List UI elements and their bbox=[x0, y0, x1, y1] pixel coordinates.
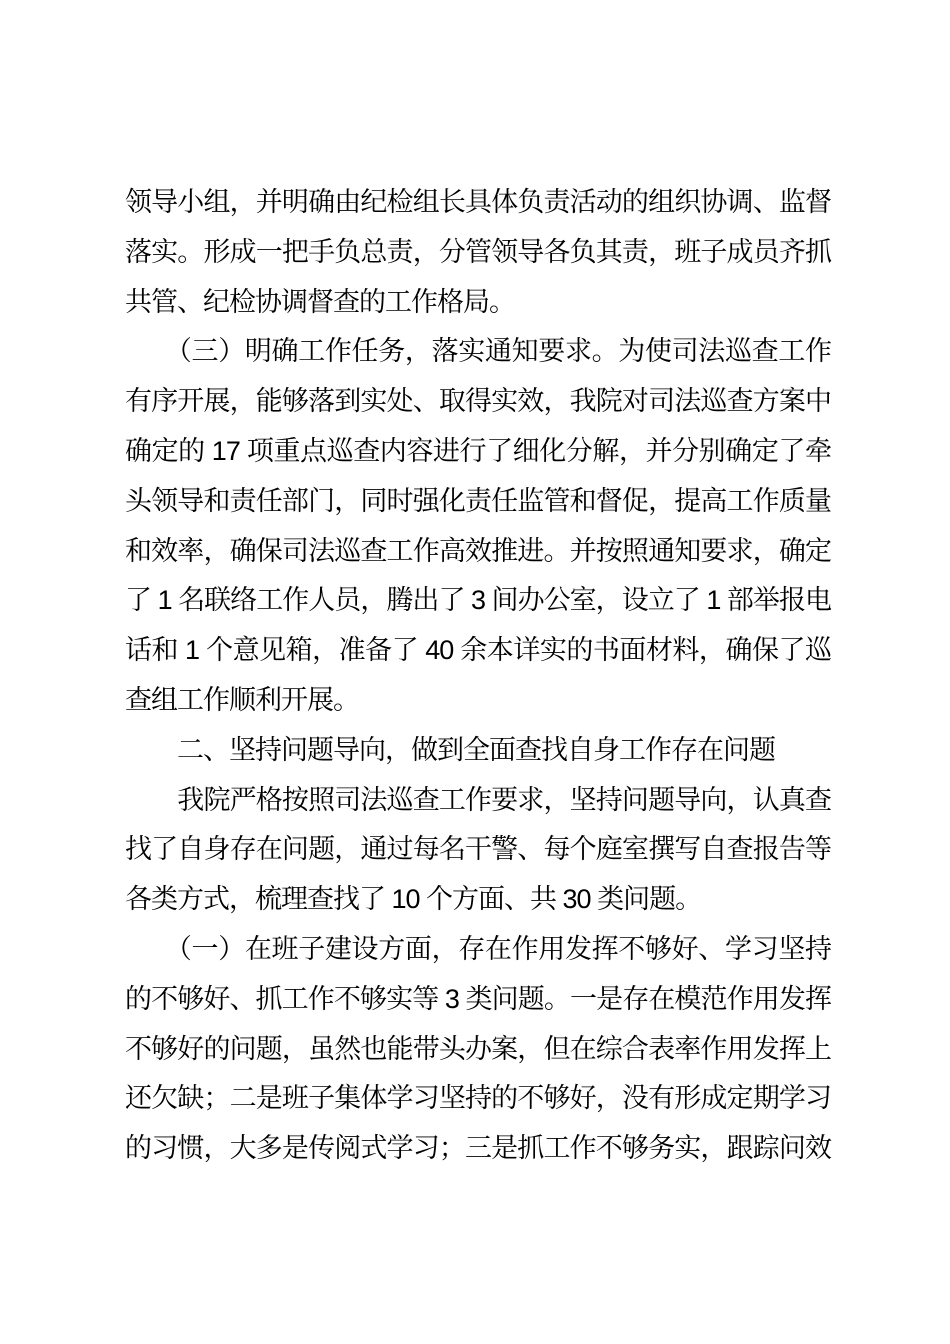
text-line: 的习惯，大多是传阅式学习；三是抓工作不够务实，跟踪问效 bbox=[125, 1133, 831, 1164]
text-line: 领导小组，并明确由纪检组长具体负责活动的组织协调、监督 bbox=[125, 187, 831, 217]
text-line: 找了自身存在问题，通过每名干警、每个庭室撰写自查报告等 bbox=[125, 834, 831, 865]
document-content bbox=[125, 178, 831, 1174]
text-line: 和效率，确保司法巡查工作高效推进。并按照通知要求，确定 bbox=[125, 535, 831, 566]
text-line: 确定的 17 项重点巡查内容进行了细化分解，并分别确定了牵 bbox=[125, 435, 831, 466]
text-line: 不够好的问题，虽然也能带头办案，但在综合表率作用发挥上 bbox=[125, 1033, 831, 1064]
text-line: 我院严格按照司法巡查工作要求，坚持问题导向，认真查 bbox=[125, 784, 831, 815]
text-line: 了 1 名联络工作人员，腾出了 3 间办公室，设立了 1 部举报电 bbox=[125, 585, 831, 616]
text-line: （一）在班子建设方面，存在作用发挥不够好、学习坚持 bbox=[125, 933, 831, 964]
text-line: 的不够好、抓工作不够实等 3 类问题。一是存在模范作用发挥 bbox=[125, 983, 831, 1014]
text-line: （三）明确工作任务，落实通知要求。为使司法巡查工作 bbox=[125, 336, 831, 367]
text-line: 共管、纪检协调督查的工作格局。 bbox=[125, 286, 515, 317]
text-line: 查组工作顺利开展。 bbox=[125, 684, 359, 715]
text-line: 二、坚持问题导向，做到全面查找自身工作存在问题 bbox=[125, 734, 775, 765]
text-line: 头领导和责任部门，同时强化责任监管和督促，提高工作质量 bbox=[125, 485, 831, 516]
text-line: 还欠缺；二是班子集体学习坚持的不够好，没有形成定期学习 bbox=[125, 1083, 831, 1114]
text-line: 有序开展，能够落到实处、取得实效，我院对司法巡查方案中 bbox=[125, 386, 831, 417]
text-line: 各类方式，梳理查找了 10 个方面、共 30 类问题。 bbox=[125, 884, 702, 915]
text-line: 话和 1 个意见箱，准备了 40 余本详实的书面材料，确保了巡 bbox=[125, 635, 831, 666]
text-line: 落实。形成一把手负总责，分管领导各负其责，班子成员齐抓 bbox=[125, 236, 831, 267]
